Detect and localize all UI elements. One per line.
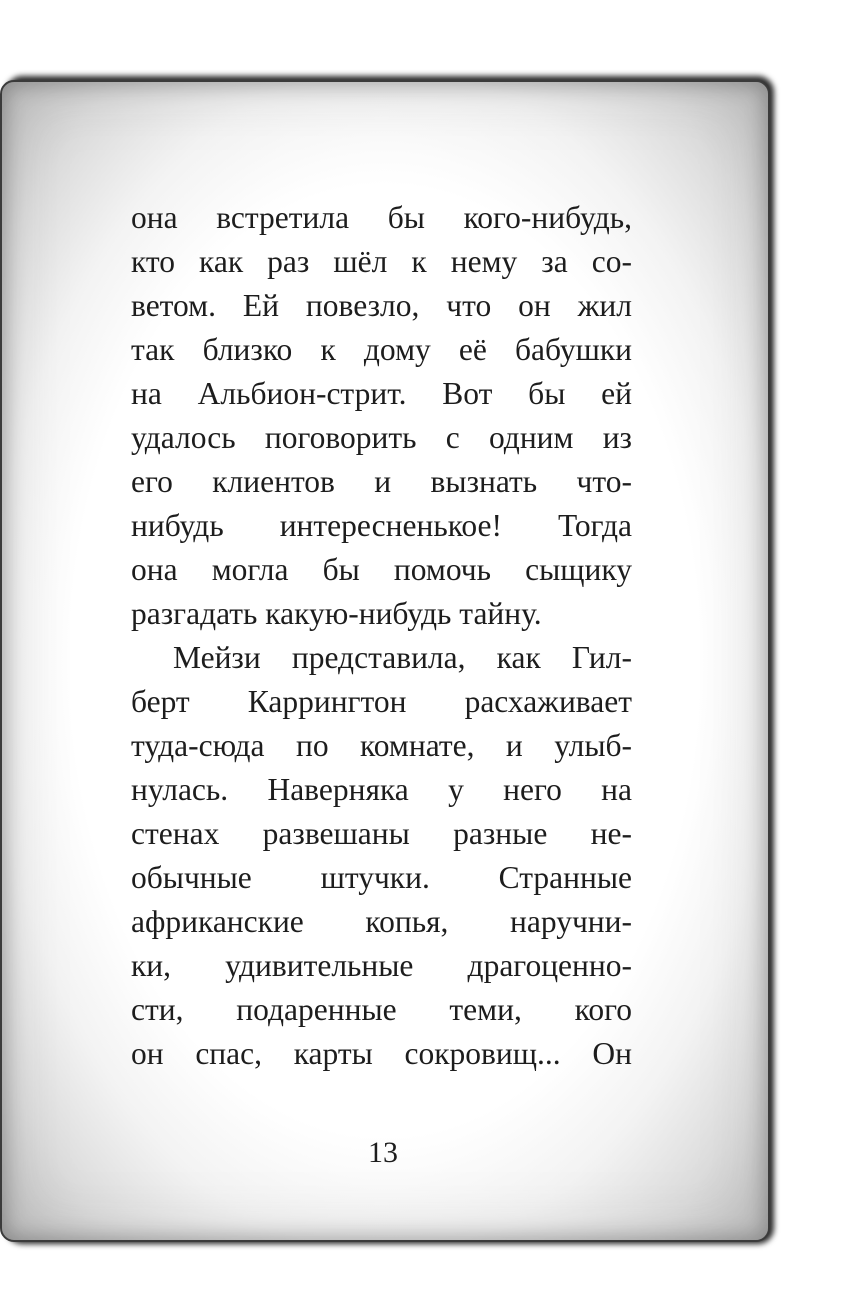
text-line: его клиентов и вызнать что-: [131, 464, 632, 499]
text-line: он спас, карты сокровищ... Он: [131, 1036, 632, 1071]
text-line: так близко к дому её бабушки: [131, 332, 632, 367]
text-line: нулась. Наверняка у него на: [131, 772, 632, 807]
text-line: ветом. Ей повезло, что он жил: [131, 288, 632, 323]
text-line: она встретила бы кого-нибудь,: [131, 200, 632, 235]
text-line: удалось поговорить с одним из: [131, 420, 632, 455]
text-line: берт Каррингтон расхаживает: [131, 684, 632, 719]
text-line: обычные штучки. Странные: [131, 860, 632, 895]
body-text: [131, 196, 632, 1076]
text-line: туда-сюда по комнате, и улыб-: [131, 728, 632, 763]
text-line: Мейзи представила, как Гил-: [173, 640, 632, 675]
text-line: на Альбион-стрит. Вот бы ей: [131, 376, 632, 411]
text-line: кто как раз шёл к нему за со-: [131, 244, 632, 279]
text-line: она могла бы помочь сыщику: [131, 552, 632, 587]
text-line: сти, подаренные теми, кого: [131, 992, 632, 1027]
page-number: 13: [368, 1136, 398, 1169]
text-line: африканские копья, наручни-: [131, 904, 632, 939]
text-line: стенах развешаны разные не-: [131, 816, 632, 851]
text-line: нибудь интересненькое! Тогда: [131, 508, 632, 543]
text-line: ки, удивительные драгоценно-: [131, 948, 632, 983]
text-line: разгадать какую-нибудь тайну.: [131, 596, 542, 631]
